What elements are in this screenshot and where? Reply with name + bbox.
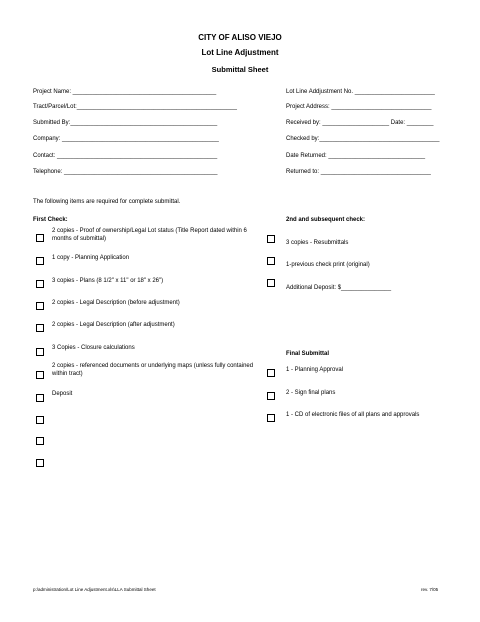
checkbox-legal-description-before[interactable] [36, 302, 44, 310]
checkbox-planning-approval[interactable] [267, 369, 275, 377]
checkbox-blank-3[interactable] [36, 459, 44, 467]
checkbox-resubmittals[interactable] [267, 235, 275, 243]
date-returned-field[interactable]: Date Returned: _____________________________ [286, 153, 426, 159]
checkbox-planning-application[interactable] [36, 257, 44, 265]
checkbox-cd-electronic-files[interactable] [267, 414, 275, 422]
city-title: CITY OF ALISO VIEJO [198, 33, 282, 42]
project-name-field[interactable]: Project Name: ___________________________________________ [33, 89, 217, 95]
checkbox-additional-deposit[interactable] [267, 279, 275, 287]
final-submittal-heading: Final Submittal [286, 351, 330, 357]
form-title: Lot Line Adjustment [201, 48, 279, 57]
checked-by-field[interactable]: Checked by:____________________________________ [286, 136, 440, 142]
second-check-heading: 2nd and subsequent check: [286, 217, 366, 223]
item-sign-final-plans: 2 - Sign final plans [286, 390, 336, 396]
item-referenced-documents: 2 copies - referenced documents or underlying maps (unless fully contained within tract) [52, 363, 254, 377]
item-planning-application: 1 copy - Planning Application [52, 255, 130, 261]
footer-revision: rev. 7/05 [421, 587, 439, 592]
checkbox-referenced-documents[interactable] [36, 371, 44, 379]
checkbox-previous-check-print[interactable] [267, 257, 275, 265]
submitted-by-field[interactable]: Submitted By:____________________________________________ [33, 120, 218, 126]
checkbox-closure-calculations[interactable] [36, 348, 44, 356]
company-field[interactable]: Company: _______________________________________________ [33, 136, 219, 142]
lot-line-adjustment-no-field[interactable]: Lot Line Addjustment No. ________________________ [286, 89, 435, 95]
item-cd-electronic-files: 1 - CD of electronic files of all plans and approvals [286, 412, 420, 418]
footer-file-path: p:/administration/Lot Line Adjustment.xls\LLA Submittal Sheet [33, 587, 156, 592]
checkbox-legal-description-after[interactable] [36, 324, 44, 332]
item-additional-deposit[interactable]: Additional Deposit: $_______________ [286, 285, 392, 291]
telephone-field[interactable]: Telephone: ______________________________________________ [33, 169, 218, 175]
item-planning-approval: 1 - Planning Approval [286, 367, 344, 373]
received-by-date-field[interactable]: Received by: ____________________ Date: ________ [286, 120, 434, 126]
item-resubmittals: 3 copies - Resubmittals [286, 240, 349, 246]
returned-to-field[interactable]: Returned to: _________________________________ [286, 169, 431, 175]
tract-parcel-lot-field[interactable]: Tract/Parcel/Lot:________________________________________________ [33, 104, 237, 110]
first-check-heading: First Check: [33, 217, 68, 223]
checkbox-sign-final-plans[interactable] [267, 392, 275, 400]
item-legal-description-before: 2 copies - Legal Description (before adjustment) [52, 300, 180, 306]
item-proof-of-ownership: 2 copies - Proof of ownership/Legal Lot status (Title Report dated within 6 months of submittal) [52, 228, 247, 242]
project-address-field[interactable]: Project Address: ______________________________ [286, 104, 432, 110]
checkbox-blank-2[interactable] [36, 437, 44, 445]
item-legal-description-after: 2 copies - Legal Description (after adjustment) [52, 322, 175, 328]
checkbox-blank-1[interactable] [36, 416, 44, 424]
item-plans: 3 copies - Plans (8 1/2" x 11" or 18" x 26") [52, 278, 164, 284]
item-closure-calculations: 3 Copies - Closure calculations [52, 345, 135, 351]
item-previous-check-print: 1-previous check print (original) [286, 262, 370, 268]
checkbox-plans[interactable] [36, 280, 44, 288]
intro-text: The following items are required for complete submittal. [33, 199, 181, 205]
form-subtitle: Submittal Sheet [211, 65, 269, 74]
item-deposit: Deposit [52, 391, 73, 397]
contact-field[interactable]: Contact: ________________________________________________ [33, 153, 218, 159]
checkbox-proof-of-ownership[interactable] [36, 234, 44, 242]
checkbox-deposit[interactable] [36, 394, 44, 402]
